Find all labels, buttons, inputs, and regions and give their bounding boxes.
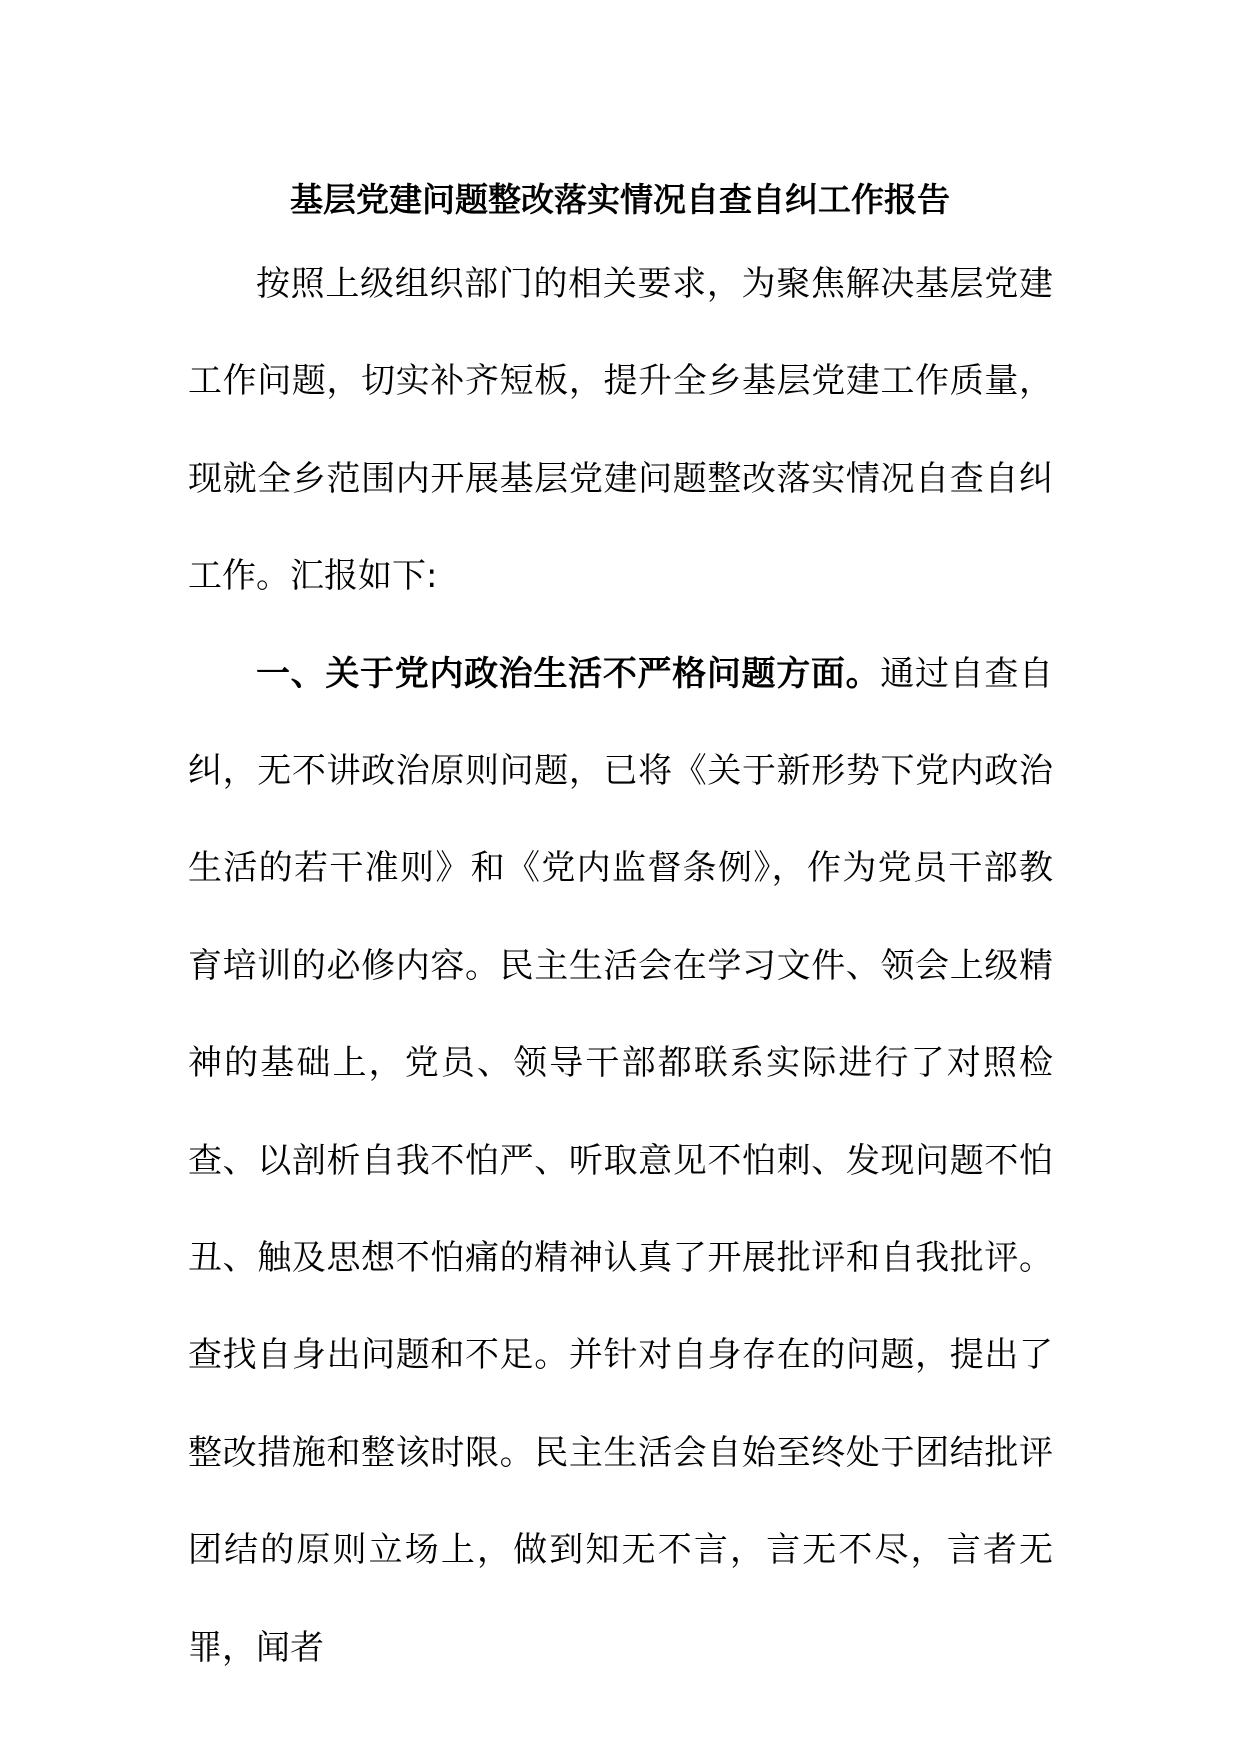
document-body bbox=[188, 236, 1053, 1697]
paragraph-section-one bbox=[188, 626, 1053, 1697]
paragraph-intro bbox=[188, 236, 1053, 626]
section-one-text: 通过自查自纠，无不讲政治原则问题，已将《关于新形势下党内政治生活的若干准则》和《党内监督条例》，作为党员干部教育培训的必修内容。民主生活会在学习文件、领会上级精神的基础上，党员、领导干部都联系实际进行了对照检查、以剖析自我不怕严、听取意见不怕刺、发现问题不怕丑、触及思想不怕痛的精神认真了开展批评和自我批评。查找自身出问题和不足。并针对自身存在的问题，提出了整改措施和整该时限。民主生活会自始至终处于团结批评团结的原则立场上，做到知无不言，言无不尽，言者无罪，闻者 bbox=[188, 653, 1054, 1668]
section-one-heading: 一、关于党内政治生活不严格问题方面。 bbox=[256, 653, 881, 694]
document-title: 基层党建问题整改落实情况自查自纠工作报告 bbox=[290, 180, 950, 219]
paragraph-intro-text: 按照上级组织部门的相关要求，为聚焦解决基层党建工作问题，切实补齐短板，提升全乡基层党建工作质量，现就全乡范围内开展基层党建问题整改落实情况自查自纠工作。汇报如下: bbox=[188, 264, 1053, 597]
